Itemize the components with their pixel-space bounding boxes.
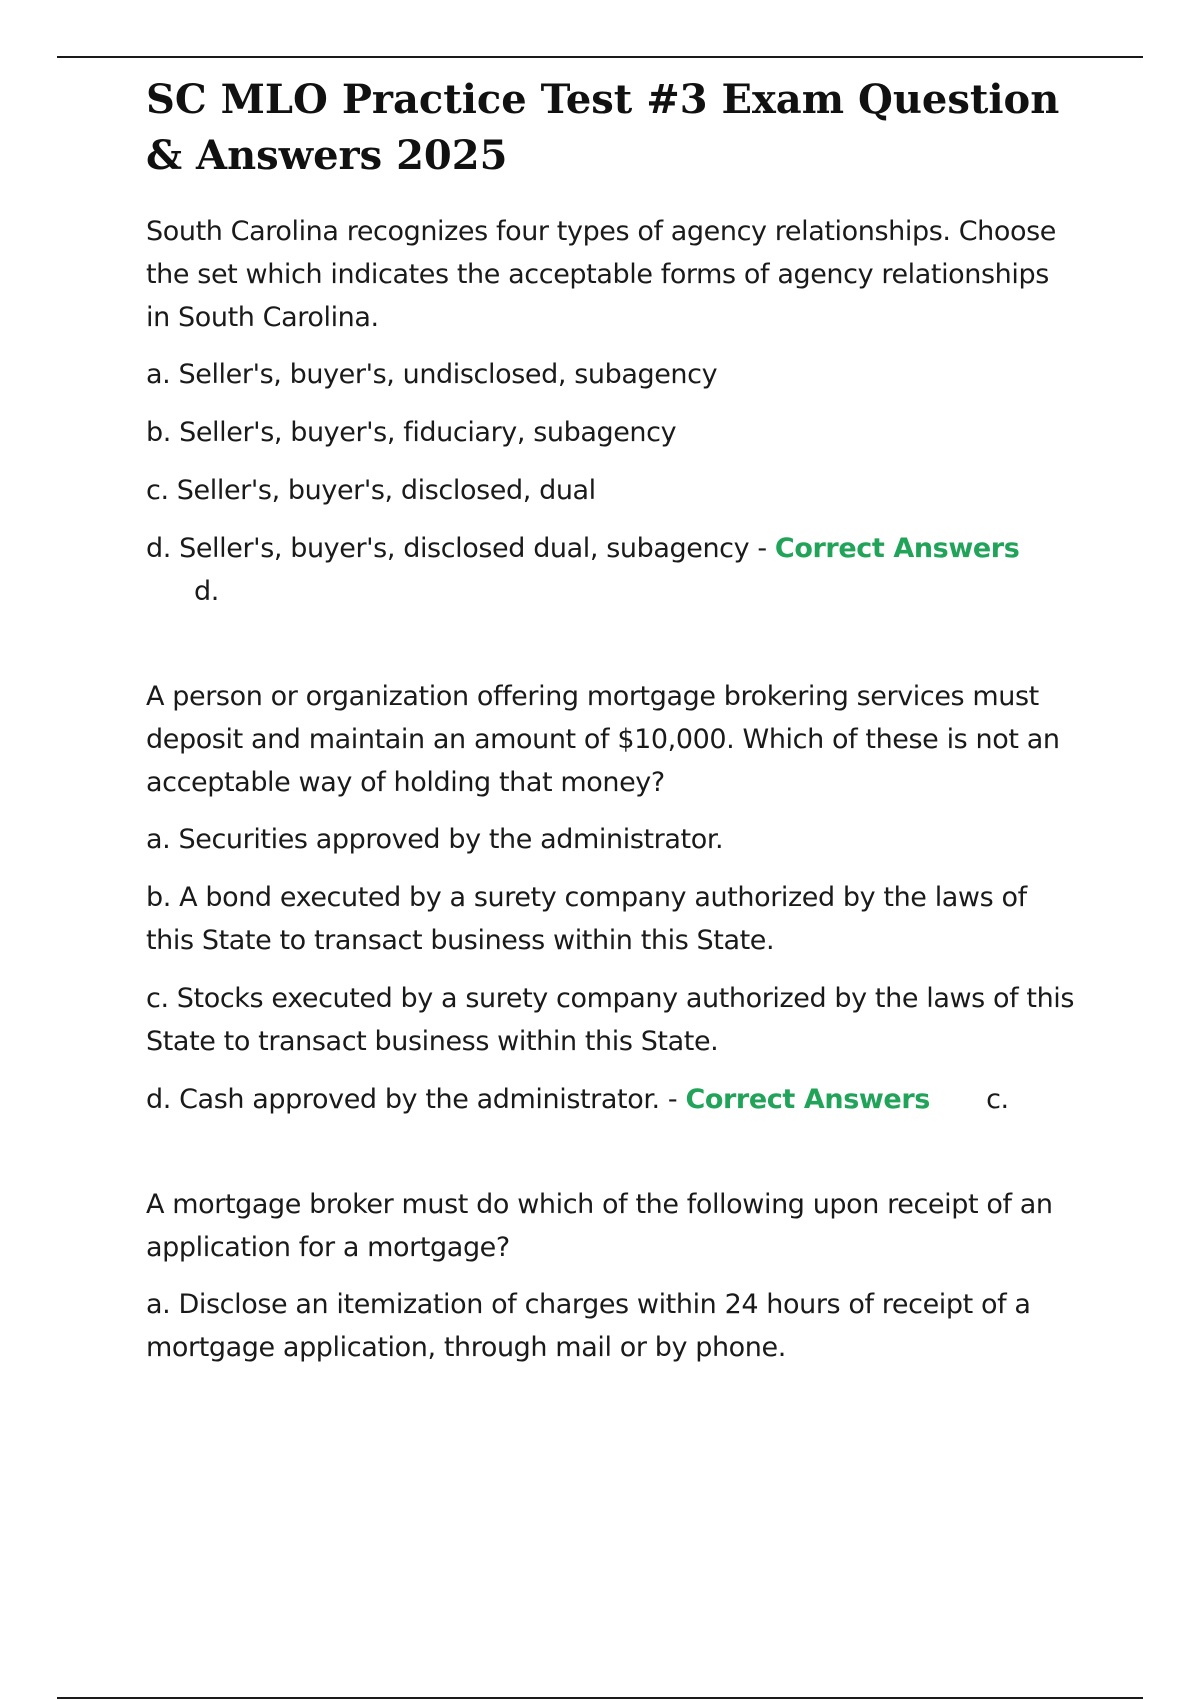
question-prompt: South Carolina recognizes four types of agency relationships. Choose the set which indicates the acceptable forms of agency relationships in South Carolina. bbox=[146, 216, 1057, 333]
top-rule bbox=[57, 56, 1143, 58]
document-body bbox=[146, 72, 1076, 1431]
option-d: d. Seller's, buyer's, disclosed dual, subagency - bbox=[146, 533, 767, 564]
option-a: a. Disclose an itemization of charges within 24 hours of receipt of a mortgage application, through mail or by phone. bbox=[146, 1289, 1031, 1363]
option-d-with-answer bbox=[146, 527, 1076, 613]
question-block-1 bbox=[146, 210, 1076, 613]
answer-letter: c. bbox=[986, 1084, 1009, 1115]
bottom-rule bbox=[57, 1697, 1143, 1699]
option-c: c. Seller's, buyer's, disclosed, dual bbox=[146, 475, 596, 506]
correct-answers-label: Correct Answers bbox=[685, 1084, 930, 1115]
question-prompt: A person or organization offering mortgage brokering services must deposit and maintain an amount of $10,000. Which of these is not an acceptable way of holding that money? bbox=[146, 681, 1060, 798]
option-d-with-answer bbox=[146, 1078, 1076, 1121]
option-b: b. Seller's, buyer's, fiduciary, subagency bbox=[146, 417, 677, 448]
option-a: a. Seller's, buyer's, undisclosed, subagency bbox=[146, 359, 718, 390]
option-c: c. Stocks executed by a surety company authorized by the laws of this State to transact business within this State. bbox=[146, 983, 1075, 1057]
answer-letter: d. bbox=[194, 576, 219, 607]
option-b: b. A bond executed by a surety company authorized by the laws of this State to transact business within this State. bbox=[146, 882, 1027, 956]
document-title: SC MLO Practice Test #3 Exam Question & Answers 2025 bbox=[146, 76, 1060, 179]
option-a: a. Securities approved by the administrator. bbox=[146, 824, 724, 855]
question-block-3 bbox=[146, 1183, 1076, 1369]
question-prompt: A mortgage broker must do which of the following upon receipt of an application for a mortgage? bbox=[146, 1189, 1053, 1263]
question-block-2 bbox=[146, 675, 1076, 1121]
option-d: d. Cash approved by the administrator. - bbox=[146, 1084, 678, 1115]
correct-answers-label: Correct Answers bbox=[774, 533, 1020, 564]
